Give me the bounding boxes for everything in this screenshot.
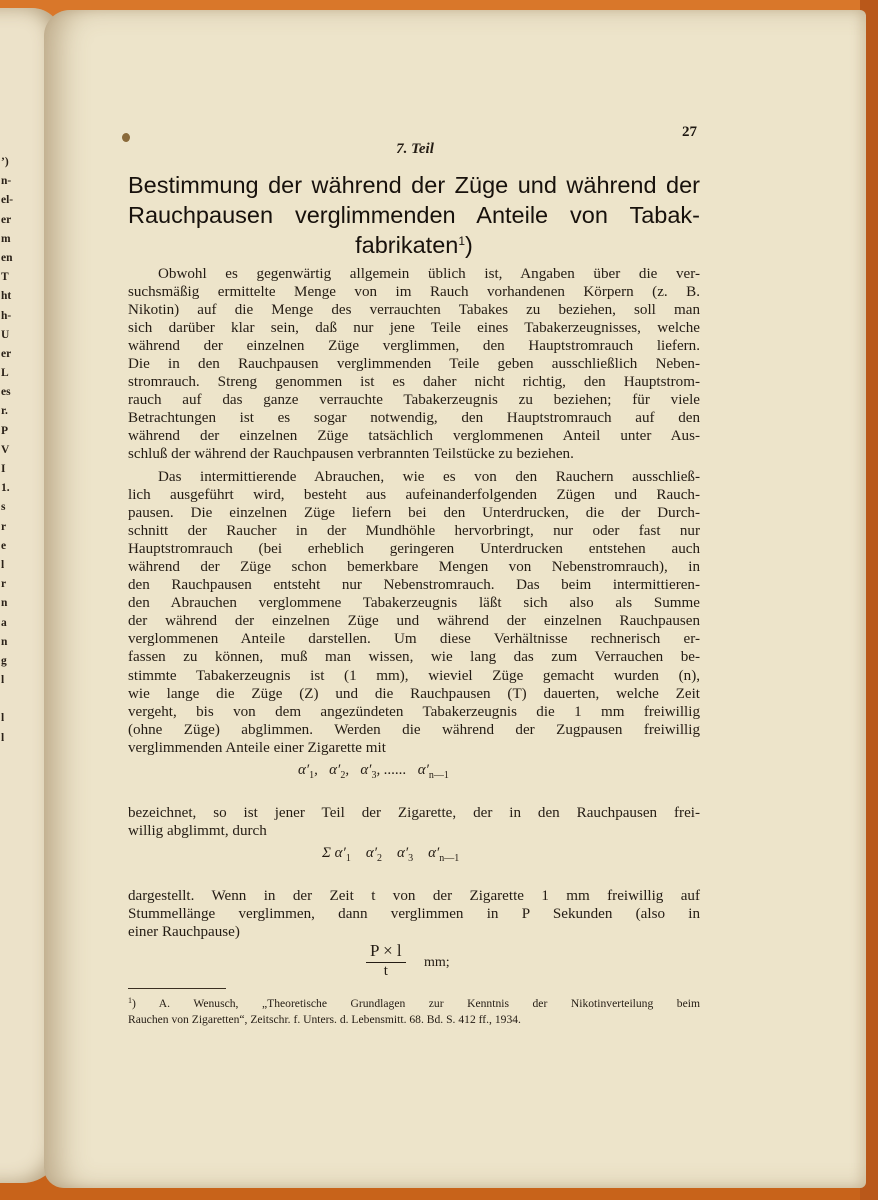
text-line: während der einzelnen Züge verglimmen, den Hauptstromrauch liefern.	[128, 338, 700, 355]
title-line: Bestimmung der während der Züge und während der	[128, 172, 700, 198]
left-fragment-line: e	[1, 539, 7, 552]
paragraph-4	[128, 887, 700, 941]
fraction-unit: mm;	[424, 955, 450, 970]
paragraph-3	[128, 804, 700, 840]
text-line: verglimmenden Anteile einer Zigarette mit	[128, 739, 386, 756]
equation-sequence	[298, 762, 449, 781]
left-fragment-line: ht	[1, 290, 12, 303]
left-fragment-line: es	[1, 386, 11, 399]
left-fragment-line: P	[1, 424, 9, 437]
text-line: sich darüber klar sein, daß nur jene Teile eines Tabakerzeugnisses, welche	[128, 320, 700, 337]
text-line: Die in den Rauchpausen verglimmenden Teile geben ausschließlich Neben-	[128, 356, 700, 373]
left-fragment-line: V	[1, 443, 10, 456]
left-fragment-line: I	[1, 463, 6, 475]
left-fragment-line: l	[1, 558, 5, 571]
title-paren: )	[465, 232, 473, 258]
text-line: während der Züge schon bemerkbare Mengen von Nebenstromrauch), in	[128, 559, 700, 576]
text-line: stromrauch. Streng genommen ist es daher nicht richtig, den Hauptstrom-	[128, 374, 700, 391]
left-fragment-line: a	[1, 616, 7, 629]
eq1-term-last: $\alpha'_{n—1}$	[417, 762, 449, 781]
paragraph-2	[128, 468, 700, 757]
left-fragment-line: n	[1, 597, 8, 610]
eq2-term-4: $\alpha'_{n—1}$	[428, 845, 460, 864]
paragraph-1	[128, 265, 700, 464]
left-fragment-line: n-	[1, 175, 12, 188]
fraction	[366, 941, 406, 980]
text-line: schnitt der Raucher in der Mundhöhle hervorbringt, nur oder fast nur	[128, 523, 700, 540]
text-line: lich ausgeführt wird, besteht aus aufeinanderfolgenden Zügen und Rauch-	[128, 487, 700, 504]
text-line: bezeichnet, so ist jener Teil der Zigarette, der in den Rauchpausen frei-	[128, 805, 700, 821]
footnote-line: $^1$) A. Wenusch, „Theoretische Grundlagen zur Kenntnis der Nikotinverteilung beim	[128, 996, 700, 1010]
equation-sum	[322, 845, 459, 864]
text-line: der während der einzelnen Züge und während der einzelnen Rauchpausen	[128, 613, 700, 630]
left-fragment-line: en	[1, 251, 13, 264]
text-line: schluß der während der Rauchpausen verbrannten Teilstücke zu beziehen.	[128, 446, 574, 463]
paper-stain	[122, 133, 130, 142]
left-fragment-line: l	[1, 712, 5, 725]
text-line: rauch auf das ganze verrauchte Tabakerzeugnis zu beziehen; für viele	[128, 392, 700, 409]
left-fragment-line: l	[1, 731, 5, 744]
text-line: dargestellt. Wenn in der Zeit t von der Zigarette 1 mm freiwillig auf	[128, 888, 700, 904]
left-fragment-line: g	[1, 654, 7, 667]
left-fragment-line: r	[1, 578, 7, 591]
left-fragment-line: r.	[1, 405, 8, 418]
left-fragment-line: l	[1, 674, 5, 687]
left-fragment-line: 1.	[1, 482, 10, 495]
eq2-term-2: $\alpha'_2$	[365, 845, 382, 864]
footnote-line: Rauchen von Zigaretten“, Zeitschr. f. Unters. d. Lebensmitt. 68. Bd. S. 412 ff., 1934.	[128, 1012, 521, 1026]
left-fragment-line: n	[1, 635, 8, 648]
left-fragment-line: ’)	[1, 156, 9, 168]
title-footnote-mark: 1	[458, 234, 466, 248]
text-line: wie lange die Züge (Z) und die Rauchpausen (T) dauerten, welche Zeit	[128, 685, 700, 702]
left-fragment-line	[1, 767, 31, 786]
text-line: den Abrauchen verglommene Tabakerzeugnis läßt sich also als Summe	[128, 595, 700, 612]
text-line: Betrachtungen ist es sogar notwendig, den Hauptstromrauch auf den	[128, 410, 700, 427]
text-line: fassen zu können, muß man wissen, wie lang das zum Verrauchen be-	[128, 649, 700, 666]
text-line: Stummellänge verglimmen, dann verglimmen in P Sekunden (also in	[128, 906, 700, 923]
eq1-term-3: $\alpha'_3$,	[360, 762, 381, 781]
eq1-ellipsis: ......	[383, 762, 407, 778]
part-label: 7. Teil	[396, 141, 434, 157]
left-fragment-line	[1, 690, 31, 709]
left-fragment-line: T	[1, 271, 9, 284]
eq1-term-1: $\alpha'_1$,	[298, 762, 318, 781]
title-line: Rauchpausen verglimmenden Anteile von Tabak-	[128, 202, 700, 228]
left-fragment-line	[1, 748, 31, 767]
text-line: einer Rauchpause)	[128, 924, 240, 941]
fraction-denominator: t	[383, 963, 388, 979]
text-line: (ohne Züge) abglimmen. Werden die während der Zugpausen freiwillig	[128, 721, 700, 738]
text-line: Nikotin) auf die Menge des verrauchten Tabakes zu beziehen, soll man	[128, 302, 700, 319]
text-line: verglommenen Anteile darstellen. Um diese Verhältnisse rechnerisch er-	[128, 631, 700, 648]
text-line: suchsmäßig ermittelte Menge von im Rauch vorhandenen Körpern (z. B.	[128, 284, 700, 301]
text-line: Das intermittierende Abrauchen, wie es von den Rauchern ausschließ-	[158, 469, 700, 485]
text-line: Obwohl es gegenwärtig allgemein üblich ist, Angaben über die ver-	[158, 266, 700, 282]
left-fragment-line: el-	[1, 194, 14, 207]
left-page-text-fragment	[1, 153, 31, 786]
text-line: willig abglimmt, durch	[128, 823, 267, 840]
text-line: stimmte Tabakerzeugnis ist (1 mm), wieviel Züge gemacht wurden (n),	[128, 667, 700, 684]
fraction-numerator: P × l	[366, 941, 406, 963]
left-fragment-line: r	[1, 520, 7, 533]
title-line-last	[128, 230, 700, 260]
text-line: vergeht, bis von dem angezündeten Tabakerzeugnis die 1 mm freiwillig	[128, 703, 700, 720]
sigma-symbol: Σ	[322, 845, 331, 861]
eq2-term-1: $\alpha'_1$	[334, 845, 351, 864]
left-fragment-line: U	[1, 328, 10, 341]
footnote	[128, 993, 700, 1027]
footnote-mark: 1	[128, 996, 132, 1005]
text-line: den Rauchpausen entsteht nur Nebenstromrauch. Das beim intermittieren-	[128, 577, 700, 594]
footnote-rule	[128, 988, 226, 989]
text-line: pausen. Die einzelnen Züge liefern bei den Unterdrucken, die der Durch-	[128, 505, 700, 522]
left-fragment-line: s	[1, 501, 6, 514]
left-fragment-line: er	[1, 347, 12, 360]
left-fragment-line: er	[1, 213, 12, 226]
left-fragment-line: m	[1, 232, 11, 245]
page-number: 27	[682, 124, 697, 140]
text-line: Hauptstromrauch (bei erheblich geringeren Unterdrucken entstehen auch	[128, 541, 700, 558]
eq2-term-3: $\alpha'_3$	[396, 845, 414, 864]
eq1-term-2: $\alpha'_2$,	[329, 762, 350, 781]
text-line: während der einzelnen Züge tatsächlich verglommenen Anteil unter Aus-	[128, 428, 700, 445]
left-fragment-line: h-	[1, 309, 12, 322]
title-line-text: fabrikaten	[355, 232, 459, 258]
chapter-title	[128, 170, 700, 260]
left-fragment-line: L	[1, 367, 9, 380]
